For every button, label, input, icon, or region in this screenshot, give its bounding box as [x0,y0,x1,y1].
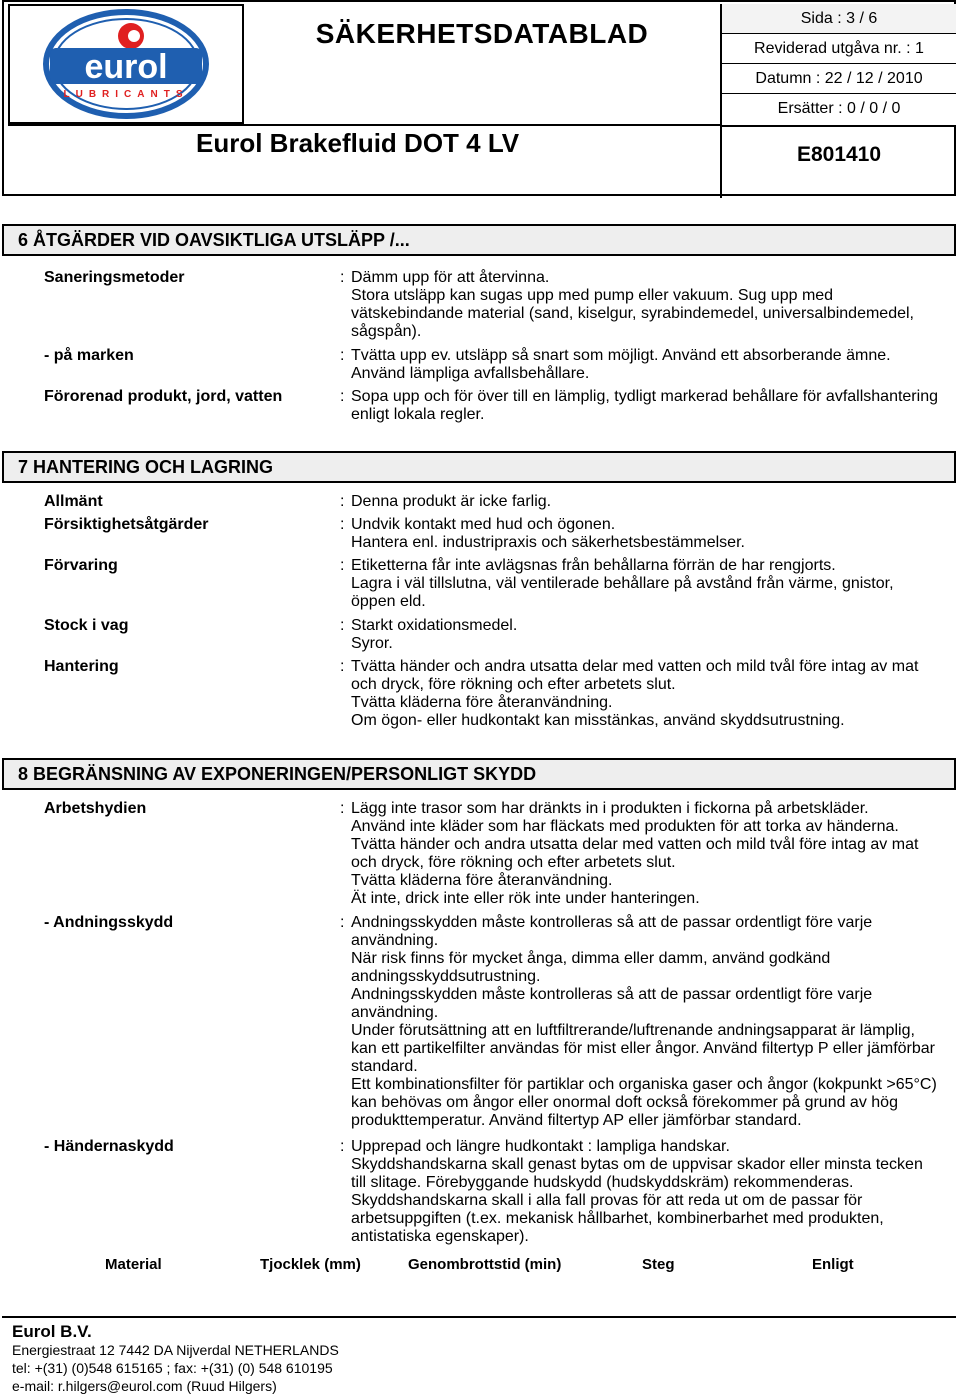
replaces: Ersätter : 0 / 0 / 0 [722,94,956,127]
value-line: Ät inte, drick inte eller rök inte under hanteringen. [351,890,700,907]
value-line: andningsskyddsutrustning. [351,968,541,985]
header-divider [8,124,720,126]
value-line: till slitage. Förebyggande hudskydd (hudskyddskräm) rekommenderas. [351,1174,854,1191]
value-line: Starkt oxidationsmedel. [351,617,518,634]
value-line: Tvätta upp ev. utsläpp så snart som möjligt. Använd ett absorberande ämne. [351,347,891,364]
row-colon: : [340,800,345,817]
value-line: Skyddshandskarna skall genast bytas om de uppvisar skador eller minsta tecken [351,1156,923,1173]
section-8-heading: 8 BEGRÄNSNING AV EXPONERINGEN/PERSONLIGT SKYDD [2,758,956,790]
value-line: Upprepad och längre hudkontakt : lampliga handskar. [351,1138,730,1155]
value-line: Hantera enl. industripraxis och säkerhetsbestämmelser. [351,534,745,551]
logo-sub: LUBRICANTS [63,89,189,100]
row-colon: : [340,493,345,510]
document-title: SÄKERHETSDATABLAD [315,18,649,49]
value-line: Skyddshandskarna skall i alla fall provas för att reda ut om de passar för [351,1192,863,1209]
value-line: Stora utsläpp kan sugas upp med pump eller vakuum. Sug upp med [351,287,834,304]
row-colon: : [340,658,345,675]
value-line: Syror. [351,635,393,652]
row-value [351,516,951,552]
row-value [351,347,951,383]
product-code: E801410 [796,143,882,166]
row-label: - Andningsskydd [44,914,174,931]
logo-box [8,4,244,124]
row-colon: : [340,557,345,574]
table-header-standard: Enligt [812,1256,854,1273]
value-line: Använd lämpliga avfallsbehållare. [351,365,590,382]
value-line: Lägg inte trasor som har dränkts in i produkten i fickorna på arbetskläder. [351,800,869,817]
value-line: När risk finns för mycket ånga, dimma eller damm, använd godkänd [351,950,831,967]
document-meta [720,4,956,198]
revision: Reviderad utgåva nr. : 1 [722,34,956,64]
value-line: Andningsskydden måste kontrolleras så att de passar ordentligt före varje [351,914,873,931]
row-value [351,914,951,1130]
row-colon: : [340,269,345,286]
row-colon: : [340,914,345,931]
row-value [351,269,951,341]
row-value [351,388,951,424]
row-label: Stock i vag [44,617,129,634]
value-line: kan behövas om ångor eller onormal doft också förekommer på grund av hög [351,1094,898,1111]
value-line: vätskebindande material (sand, kiselgur, syrabindemedel, universalbindemedel, [351,305,914,322]
row-label: Försiktighetsåtgärder [44,516,209,533]
row-value [351,800,951,908]
value-line: och dryck, före rökning och efter arbetets slut. [351,676,676,693]
section-7-heading: 7 HANTERING OCH LAGRING [2,451,956,483]
table-header-thickness: Tjocklek (mm) [260,1256,361,1273]
row-colon: : [340,617,345,634]
row-label: Saneringsmetoder [44,269,185,286]
page-number: Sida : 3 / 6 [722,4,956,34]
date: Datumn : 22 / 12 / 2010 [722,64,956,94]
row-value [351,617,951,653]
row-colon: : [340,388,345,405]
row-value [351,658,951,730]
value-line: Sopa upp och för över till en lämplig, tydligt markerad behållare för avfallshantering [351,388,938,405]
row-value [351,493,951,511]
eurol-logo [10,6,242,122]
row-value [351,557,951,611]
table-header-level: Steg [642,1256,675,1273]
row-label: - Händernaskydd [44,1138,174,1155]
value-line: Etiketterna får inte avlägsnas från behållarna förrän de har rengjorts. [351,557,836,574]
value-line: Använd inte kläder som har fläckats med produkten för att torka av händerna. [351,818,899,835]
row-label: Arbetshydien [44,800,147,817]
value-line: produkttemperatur. Använd filtertyp AP eller jämförbar standard. [351,1112,802,1129]
row-colon: : [340,1138,345,1155]
company-email: e-mail: r.hilgers@eurol.com (Ruud Hilgers) [12,1378,277,1394]
value-line: Andningsskydden måste kontrolleras så att de passar ordentligt före varje [351,986,873,1003]
value-line: Undvik kontakt med hud och ögonen. [351,516,616,533]
section-6-heading: 6 ÅTGÄRDER VID OAVSIKTLIGA UTSLÄPP /... [2,224,956,256]
value-line: Lagra i väl tillslutna, väl ventilerade behållare på avstånd från värme, gnistor, [351,575,894,592]
value-line: sågspån). [351,323,422,340]
row-colon: : [340,347,345,364]
title-box [244,4,720,124]
value-line: antistatiska egenskaper). [351,1228,529,1245]
value-line: öppen eld. [351,593,426,610]
value-line: Dämm upp för att återvinna. [351,269,550,286]
product-name: Eurol Brakefluid DOT 4 LV [196,128,520,158]
table-header-material: Material [105,1256,162,1273]
value-line: Denna produkt är icke farlig. [351,493,552,510]
row-label: Hantering [44,658,119,675]
value-line: enligt lokala regler. [351,406,485,423]
company-address: Energiestraat 12 7442 DA Nijverdal NETHERLANDS [12,1342,339,1358]
value-line: användning. [351,1004,439,1021]
value-line: Tvätta händer och andra utsatta delar med vatten och mild tvål före intag av mat [351,836,919,853]
value-line: Tvätta händer och andra utsatta delar med vatten och mild tvål före intag av mat [351,658,919,675]
row-label: - på marken [44,347,134,364]
value-line: kan ett partikelfilter användas för mist eller ångor. Använd filtertyp P eller jämförbar [351,1040,935,1057]
table-header-breakthrough: Genombrottstid (min) [408,1256,562,1273]
logo-word: eurol [84,48,168,86]
value-line: standard. [351,1058,418,1075]
value-line: Tvätta kläderna före återanvändning. [351,694,613,711]
row-label: Förvaring [44,557,118,574]
value-line: användning. [351,932,439,949]
value-line: arbetsuppgiften (t.ex. mekanisk hållbarhet, kombinerbarhet med produkten, [351,1210,884,1227]
value-line: Tvätta kläderna före återanvändning. [351,872,613,889]
value-line: och dryck, före rökning och efter arbetets slut. [351,854,676,871]
row-value [351,1138,951,1246]
company-phone: tel: +(31) (0)548 615165 ; fax: +(31) (0) 548 610195 [12,1360,333,1376]
row-label: Förorenad produkt, jord, vatten [44,388,283,405]
row-label: Allmänt [44,493,103,510]
value-line: Ett kombinationsfilter för partiklar och organiska gaser och ångor (kokpunkt >65°C) [351,1076,937,1093]
footer-divider [2,1316,956,1318]
document-header [2,0,956,196]
row-colon: : [340,516,345,533]
value-line: Under förutsättning att en luftfiltrerande/luftrenande andningsapparat är lämplig, [351,1022,915,1039]
value-line: Om ögon- eller hudkontakt kan misstänkas, använd skyddsutrustning. [351,712,845,729]
company-name: Eurol B.V. [12,1322,92,1341]
